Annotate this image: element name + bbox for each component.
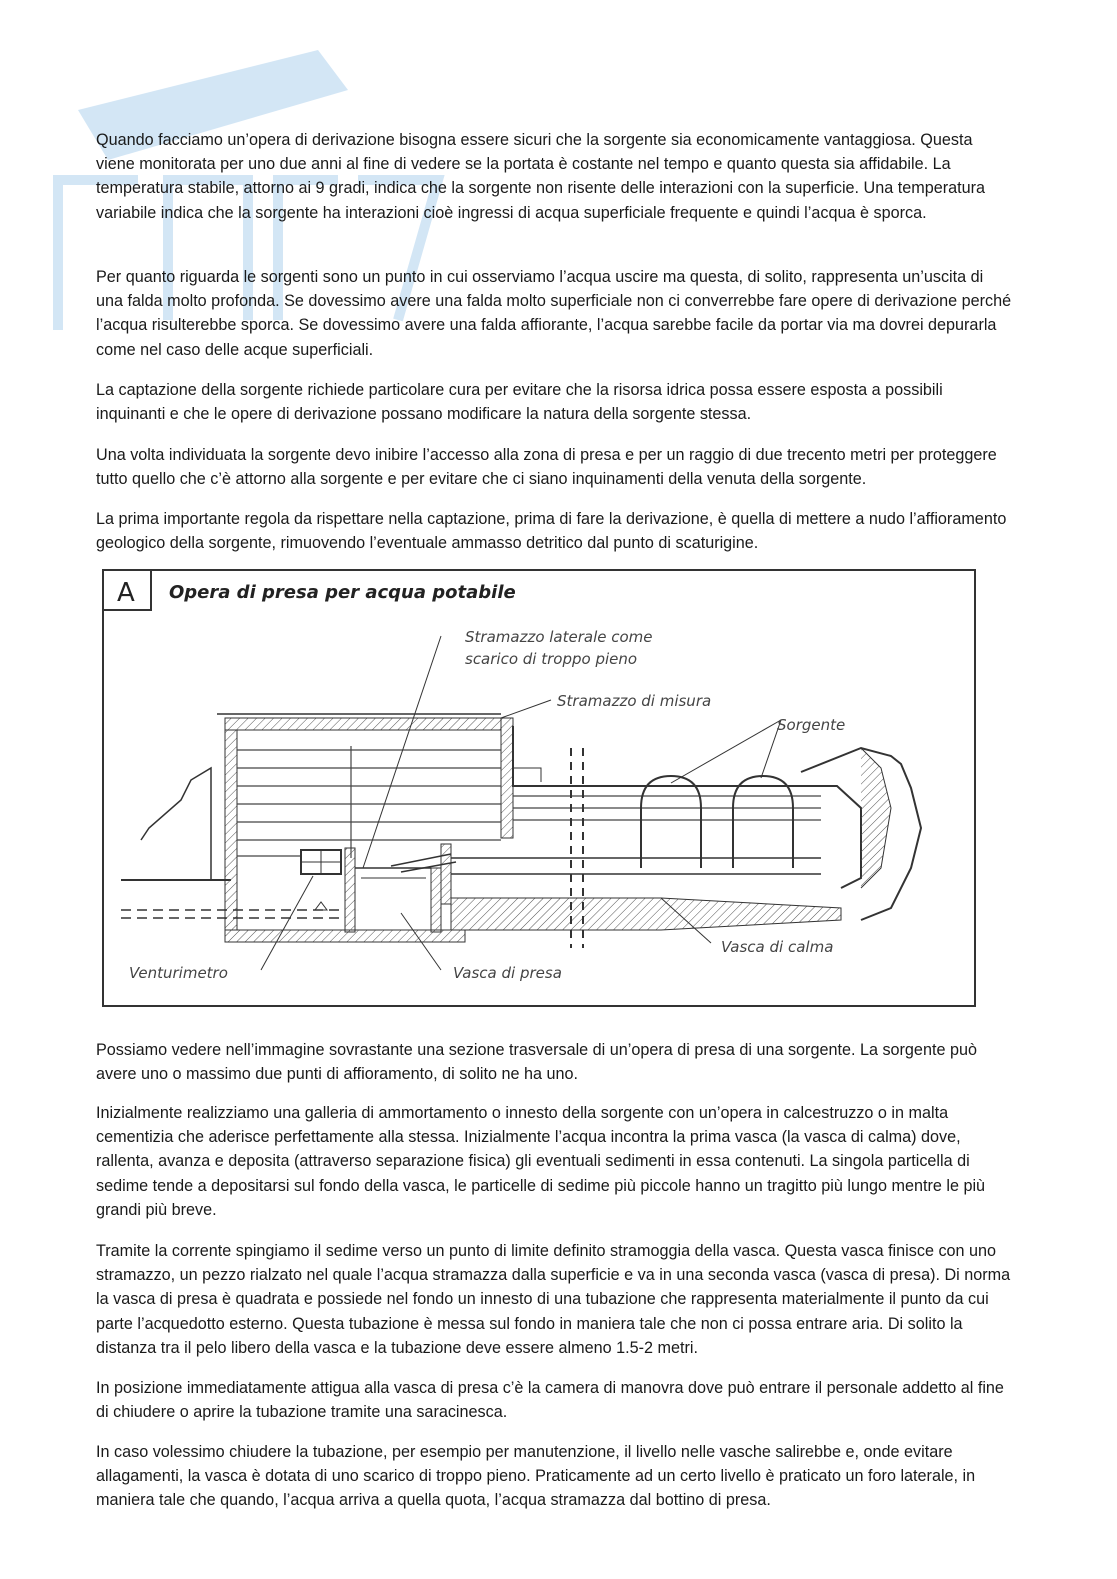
label-calm-tank: Vasca di calma: [721, 938, 834, 956]
source-arch-left: [641, 776, 701, 868]
water-level: [391, 854, 821, 874]
calm-tank-floor: [451, 898, 841, 930]
figure-title: Opera di presa per acqua potabile: [169, 582, 516, 603]
label-measuring-weir: Stramazzo di misura: [557, 692, 712, 710]
paragraph-aquifer: Per quanto riguarda le sorgenti sono un punto in cui osserviamo l’acqua uscire ma questa, di solito, rappresenta un’uscita di una falda molto profonda. Se dovessimo avere una falda molto superficiale non ci converrebbe fare opere di derivazione perché l’acqua risulterebbe sporca. Se dovessimo avere una falda affiorante, l’acqua sarebbe facile da portar via ma dovrei depurarla come nel caso delle acque superficiali.: [96, 268, 1012, 359]
label-overflow-line1: Stramazzo laterale come: [465, 628, 653, 646]
paragraph-overflow: In caso volessimo chiudere la tubazione, per esempio per manutenzione, il livello nelle vasche salirebbe e, onde evitare allagamenti, la vasca è dotata di uno scarico di troppo pieno. Praticamente ad un certo livello è praticato un foro laterale, in maniera tale che quando, l’acqua arriva a quella quota, l’acqua stramazza dal bottino di presa.: [96, 1443, 976, 1510]
source-arch-right: [733, 776, 793, 868]
earth-layers: [237, 746, 501, 858]
label-overflow-line2: scarico di troppo pieno: [465, 650, 638, 668]
gallery-outline: [513, 726, 861, 888]
valve-icon: [315, 902, 327, 910]
paragraph-protection: Una volta individuata la sorgente devo inibire l’accesso alla zona di presa e per un raggio di due trecento metri per proteggere tutto quello che c’è attorno alla sorgente e per evitare che ci siano inquinamenti della venuta della sorgente.: [96, 446, 997, 489]
paragraph-section-intro: Possiamo vedere nell’immagine sovrastante una sezione trasversale di un’opera di presa di una sorgente. La sorgente può avere uno o massimo due punti di affioramento, di solito ne ha uno.: [96, 1041, 977, 1084]
label-source: Sorgente: [777, 716, 846, 734]
paragraph-capture: La captazione della sorgente richiede particolare cura per evitare che la risorsa idrica possa essere esposta a possibili inquinanti e che le opere di derivazione possano modificare la natura della sorgente stessa.: [96, 381, 943, 424]
figure-intake-structure: [101, 568, 979, 1010]
intake-tank-wall: [345, 848, 355, 932]
paragraph-monitoring: Quando facciamo un’opera di derivazione bisogna essere sicuri che la sorgente sia economicamente vantaggiosa. Questa viene monitorata per uno due anni al fine di vedere se la portata è costante nel tempo e quanto questa sia affidabile. La temperatura stabile, attorno ai 9 gradi, indica che la sorgente non risente delle interazioni con la superficie. Una temperatura variabile indica che la sorgente ha interazioni cioè ingressi di acqua superficiale frequente e quindi l’acqua è sporca.: [96, 131, 986, 222]
gallery-layers: [513, 796, 821, 820]
left-slope: [141, 768, 211, 880]
paragraph-maneuver-chamber: In posizione immediatamente attigua alla vasca di presa c’è la camera di manovra dove può entrare il personale addetto al fine di chiudere o aprire la tubazione tramite una saracinesca.: [96, 1379, 1004, 1422]
measuring-weir: [441, 844, 451, 904]
label-venturimeter: Venturimetro: [129, 964, 228, 982]
paragraph-current: Tramite la corrente spingiamo il sedime verso un punto di limite definito stramoggia della vasca. Questa vasca finisce con uno stramazzo, un pezzo rialzato nel quale l’acqua stramazza dalla superficie e va in una seconda vasca (vasca di presa). Di norma la vasca di presa è quadrata e possiede nel fondo un innesto di una tubazione che rappresenta materialmente il punto da cui parte l’acquedotto esterno. Questa tubazione è messa sul fondo in maniera tale che non ci possa entrare aria. Di solito la distanza tra il pelo libero della vasca e la tubazione deve essere almeno 1.5-2 metri.: [96, 1242, 1011, 1357]
intake-cross-section-drawing: [101, 568, 979, 1010]
paragraph-first-rule: La prima importante regola da rispettare nella captazione, prima di fare la derivazione, è quella di mettere a nudo l’affioramento geologico della sorgente, rimuovendo l’eventuale ammasso detritico dal punto di scaturigine.: [96, 510, 1007, 553]
figure-letter: A: [117, 578, 135, 608]
label-intake-tank: Vasca di presa: [453, 964, 562, 982]
mid-wall: [501, 718, 513, 838]
left-wall: [225, 730, 237, 930]
paragraph-gallery: Inizialmente realizziamo una galleria di ammortamento o innesto della sorgente con un’opera in calcestruzzo o in malta cementizia che aderisce perfettamente alla stessa. Inizialmente l’acqua incontra la prima vasca (la vasca di calma) dove, rallenta, avanza e deposita (attraverso separazione fisica) gli eventuali sedimenti in essa contenuti. La singola particella di sedime tende a depositarsi sul fondo della vasca, le particelle di sedime più piccole hanno un tragitto più lungo mentre le più grandi più breve.: [96, 1104, 986, 1219]
roof-slab: [225, 718, 501, 730]
